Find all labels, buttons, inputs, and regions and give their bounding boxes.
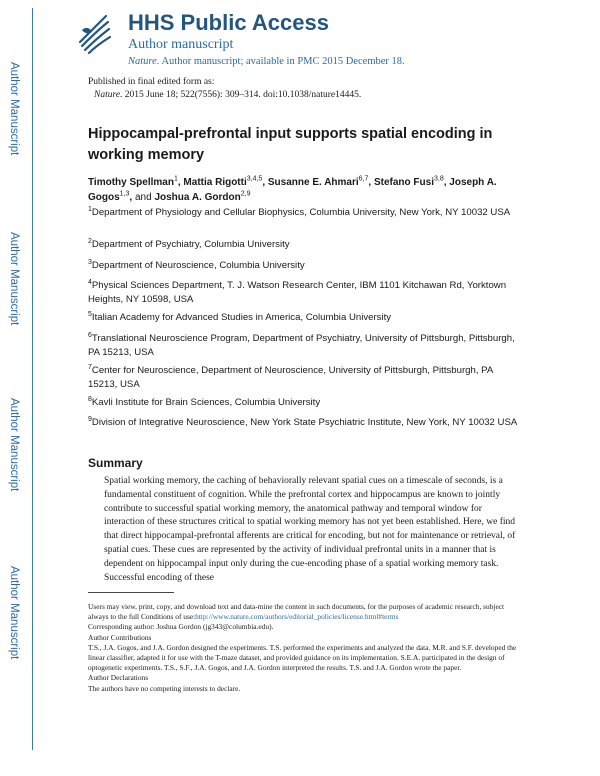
availability-text: . Author manuscript; available in PMC 2015 December 18. <box>156 56 405 67</box>
affiliation <box>88 206 518 220</box>
summary-text: Spatial working memory, the caching of behaviorally relevant spatial cues on a timescale of seconds, is a fundamental constituent of cognition. While the prefrontal cortex and hippocampus are known to jointly contribute to successful spatial working memory, the anatomical pathway and temporal window for interaction of these structures critical to spatial working memory has not yet been established. Here, we find that direct hippocampal-prefrontal afferents are critical for encoding, but not for maintenance or retrieval, of spatial cues. These cues are represented by the activity of individual prefrontal units in a manner that is dependent on hippocampal input only during the cue-encoding phase of a spatial working memory task. Successful encoding of these <box>104 476 516 583</box>
author-name: Susanne E. Ahmari <box>267 177 359 188</box>
sidebar-label: Author Manuscript <box>8 398 20 492</box>
affiliation-text: Center for Neuroscience, Department of Neuroscience, University of Pittsburgh, Pittsburgh, PA 15213, USA <box>88 365 493 390</box>
terms-of-use <box>88 602 520 622</box>
affiliation-number: 6 <box>88 331 92 339</box>
citation-details: . 2015 June 18; 522(7556): 309–314. doi:10.1038/nature14445. <box>120 90 362 100</box>
footnote-divider <box>88 592 174 593</box>
affiliation-text: Department of Neuroscience, Columbia University <box>91 260 305 271</box>
sidebar-label: Author Manuscript <box>8 232 20 326</box>
author-name: Joshua A. Gordon <box>154 192 241 203</box>
affiliation <box>88 416 518 430</box>
author-sup: 3,4,5 <box>246 175 263 183</box>
author-name: Stefano Fusi <box>373 177 434 188</box>
affiliation-number: 7 <box>88 363 92 371</box>
sidebar-rule <box>32 8 33 750</box>
hhs-subtitle: Author manuscript <box>128 37 234 52</box>
affiliation-text: Kavli Institute for Brain Sciences, Columbia University <box>91 397 321 408</box>
declarations-text: The authors have no competing interests to declare. <box>88 683 241 693</box>
citation <box>88 89 361 102</box>
footnotes <box>88 602 520 694</box>
affiliation-text: Division of Integrative Neuroscience, New York State Psychiatric Institute, New York, NY 10032 USA <box>91 417 518 428</box>
affiliation-number: 4 <box>88 278 92 286</box>
hhs-journal-line <box>128 56 405 67</box>
affiliation-text: Department of Physiology and Cellular Biophysics, Columbia University, New York, NY 10032 USA <box>91 207 511 218</box>
sidebar-label: Author Manuscript <box>8 62 20 156</box>
affiliation <box>88 332 518 360</box>
author-sup: 1 <box>173 175 178 183</box>
affiliation <box>88 311 518 325</box>
contributions-heading: Author Contributions <box>88 632 152 642</box>
publication-info <box>88 76 361 102</box>
declarations-heading: Author Declarations <box>88 673 149 683</box>
sidebar <box>0 0 30 776</box>
affiliation <box>88 396 518 410</box>
summary-heading: Summary <box>88 456 143 470</box>
author-separator: , <box>368 177 374 188</box>
author-name: Joseph A. Gogos <box>88 177 497 203</box>
affiliation <box>88 259 518 273</box>
author-separator: , <box>129 192 135 203</box>
corresponding-author: Corresponding author: Joshua Gordon (jg343@columbia.edu). <box>88 622 274 632</box>
author-and: and <box>134 192 155 203</box>
author-sup: 3,8 <box>433 175 444 183</box>
citation-journal: Nature <box>94 90 121 100</box>
published-label: Published in final edited form as: <box>88 77 215 87</box>
author-name: Timothy Spellman <box>88 177 174 188</box>
author-sup: 6,7 <box>358 175 369 183</box>
author-list <box>88 175 518 205</box>
affiliation <box>88 279 518 307</box>
affiliation-number: 3 <box>88 258 92 266</box>
terms-text: Users may view, print, copy, and download text and data-mine the content in such documents, for the purposes of academic research, subject always to the full Conditions of use: <box>88 602 505 622</box>
contributions-text: T.S., J.A. Gogos, and J.A. Gordon designed the experiments. T.S. performed the experiments and analyzed the data. M.R. and S.F. developed the linear classifier, adapted it for use with the T-maze dataset, and provided guidance on its implementation. S.E.A. participated in the design of optogenetic experiments. T.S., S.F., J.A. Gogos, and J.A. Gordon interpreted the results. T.S. and J.A. Gordon wrote the paper. <box>88 642 517 673</box>
journal-name: Nature <box>128 56 157 67</box>
affiliation-number: 9 <box>88 415 92 423</box>
affiliation-text: Department of Psychiatry, Columbia University <box>91 239 290 250</box>
affiliation-text: Translational Neuroscience Program, Department of Psychiatry, University of Pittsburgh, Pittsburgh, PA 15213, USA <box>88 333 515 358</box>
author-name: Mattia Rigotti <box>183 177 247 188</box>
affiliation-text: Physical Sciences Department, T. J. Watson Research Center, IBM 1101 Kitchawan Rd, Yorktown Heights, NY 10598, USA <box>88 280 507 305</box>
affiliation-number: 5 <box>88 310 92 318</box>
author-sup: 1,3 <box>119 190 130 198</box>
affiliation <box>88 364 518 392</box>
affiliation-number: 2 <box>88 237 92 245</box>
hhs-eagle-logo-icon <box>76 12 112 56</box>
sidebar-label: Author Manuscript <box>8 566 20 660</box>
author-separator: , <box>262 177 268 188</box>
author-separator: , <box>443 177 450 188</box>
author-separator: , <box>177 177 184 188</box>
author-sup: 2,9 <box>240 190 251 198</box>
affiliation <box>88 238 518 252</box>
affiliation-text: Italian Academy for Advanced Studies in America, Columbia University <box>91 312 392 323</box>
affiliation-number: 8 <box>88 395 92 403</box>
hhs-title: HHS Public Access <box>128 10 329 35</box>
affiliation-number: 1 <box>88 205 92 213</box>
terms-link[interactable]: http://www.nature.com/authors/editorial_policies/license.html#terms <box>195 612 399 622</box>
article-title: Hippocampal-prefrontal input supports spatial encoding in working memory <box>88 126 493 163</box>
